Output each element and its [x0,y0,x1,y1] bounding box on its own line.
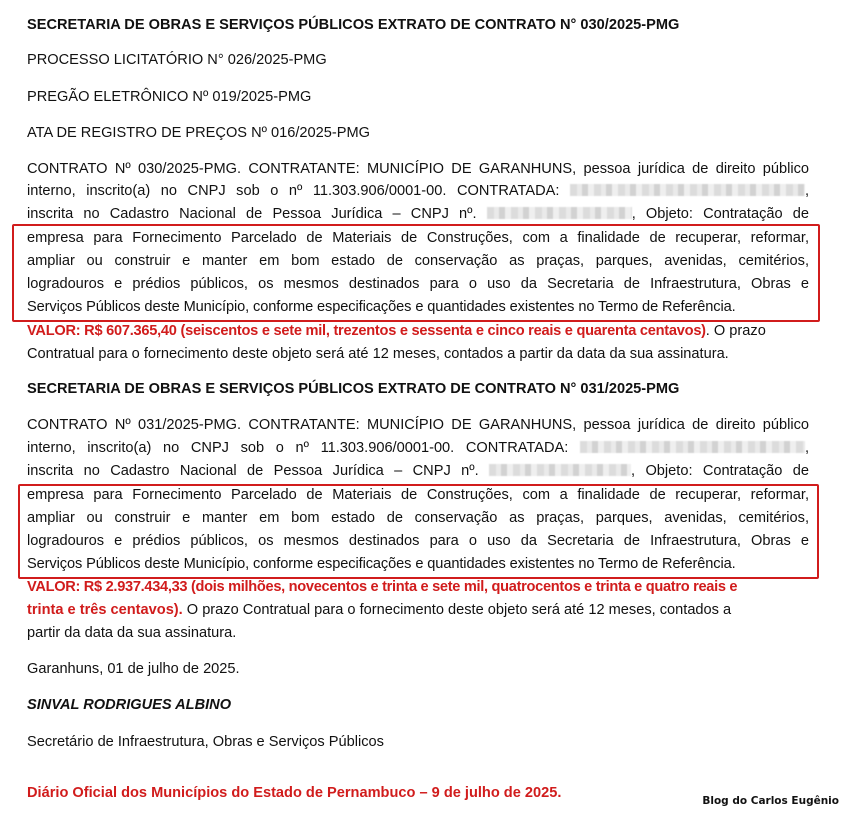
ata-registro-precos: ATA DE REGISTRO DE PREÇOS Nº 016/2025-PMG [27,125,370,141]
c2-valor-line-2 [27,599,731,621]
c1-line-3 [27,203,809,225]
c1-valor-tail: . O prazo [705,323,766,339]
highlight-box-objeto-1 [12,224,820,322]
c1-line-4: empresa para Fornecimento Parcelado de Materiais de Construções, com a finalidade de recuperar, reformar, [27,230,809,246]
c2-line-2-end: , [804,440,809,456]
c1-line-5: ampliar ou construir e manter em bom estado de conservação as praças, parques, avenidas, cemitérios, [27,253,809,269]
c2-prazo-end: partir da data da sua assinatura. [27,625,237,641]
c1-line-7: Serviços Públicos deste Município, conforme especificações e quantidades existentes no Termo de Referência. [27,299,736,315]
c1-line-2-end: , [804,183,809,199]
c1-prazo: Contratual para o fornecimento deste objeto será até 12 meses, contados a partir da data da sua assinatura. [27,346,729,362]
c2-line-2 [27,437,809,459]
pregao-eletronico: PREGÃO ELETRÔNICO Nº 019/2025-PMG [27,89,312,105]
c2-line-3-objeto: , Objeto: Contratação de [631,463,809,479]
c1-line-2 [27,180,809,202]
contract-031-heading: SECRETARIA DE OBRAS E SERVIÇOS PÚBLICOS EXTRATO DE CONTRATO N° 031/2025-PMG [27,381,680,397]
c2-line-3 [27,460,809,482]
highlight-box-objeto-2 [18,484,819,579]
c1-line-1: CONTRATO Nº 030/2025-PMG. CONTRATANTE: MUNICÍPIO DE GARANHUNS, pessoa jurídica de direito público [27,161,809,177]
c2-line-2-text: interno, inscrito(a) no CNPJ sob o nº 11.303.906/0001-00. CONTRATADA: [27,440,569,456]
c2-line-1: CONTRATO Nº 031/2025-PMG. CONTRATANTE: MUNICÍPIO DE GARANHUNS, pessoa jurídica de direito público [27,417,809,433]
redacted-contratada [570,184,805,196]
c1-line-2-text: interno, inscrito(a) no CNPJ sob o nº 11.303.906/0001-00. CONTRATADA: [27,183,560,199]
redacted-cnpj [489,464,631,476]
date-line: Garanhuns, 01 de julho de 2025. [27,661,240,677]
c1-valor-line [27,320,766,342]
contract-030-heading: SECRETARIA DE OBRAS E SERVIÇOS PÚBLICOS EXTRATO DE CONTRATO N° 030/2025-PMG [27,17,680,33]
diario-oficial-source: Diário Oficial dos Municípios do Estado de Pernambuco – 9 de julho de 2025. [27,785,562,801]
processo-licitatorio: PROCESSO LICITATÓRIO N° 026/2025-PMG [27,52,327,68]
c2-line-3-text: inscrita no Cadastro Nacional de Pessoa Jurídica – CNPJ nº. [27,463,479,479]
redacted-contratada [580,441,805,453]
c2-line-5: ampliar ou construir e manter em bom estado de conservação as praças, parques, avenidas, cemitérios, [27,510,809,526]
c1-valor: VALOR: R$ 607.365,40 (seiscentos e sete mil, trezentos e sessenta e cinco reais e quarenta centavos) [27,323,706,339]
c1-line-6: logradouros e prédios públicos, os mesmos destinados para o uso da Secretaria de Infraestrutura, Obras e [27,276,809,292]
c2-prazo: O prazo Contratual para o fornecimento deste objeto será até 12 meses, contados a [182,602,732,618]
c2-valor-cont: trinta e três centavos). [27,602,183,618]
signer-name: SINVAL RODRIGUES ALBINO [27,697,232,713]
c2-line-6: logradouros e prédios públicos, os mesmos destinados para o uso da Secretaria de Infraestrutura, Obras e [27,533,809,549]
c1-line-3-objeto: , Objeto: Contratação de [631,206,809,222]
c2-line-4: empresa para Fornecimento Parcelado de Materiais de Construções, com a finalidade de recuperar, reformar, [27,487,809,503]
redacted-cnpj [487,207,632,219]
c1-line-3-text: inscrita no Cadastro Nacional de Pessoa Jurídica – CNPJ nº. [27,206,477,222]
blog-credit: Blog do Carlos Eugênio [702,795,839,807]
c2-line-7: Serviços Públicos deste Município, conforme especificações e quantidades existentes no Termo de Referência. [27,556,736,572]
signer-role: Secretário de Infraestrutura, Obras e Serviços Públicos [27,734,384,750]
c2-valor: VALOR: R$ 2.937.434,33 (dois milhões, novecentos e trinta e sete mil, quatrocentos e trinta e quatro reais e [27,579,738,595]
